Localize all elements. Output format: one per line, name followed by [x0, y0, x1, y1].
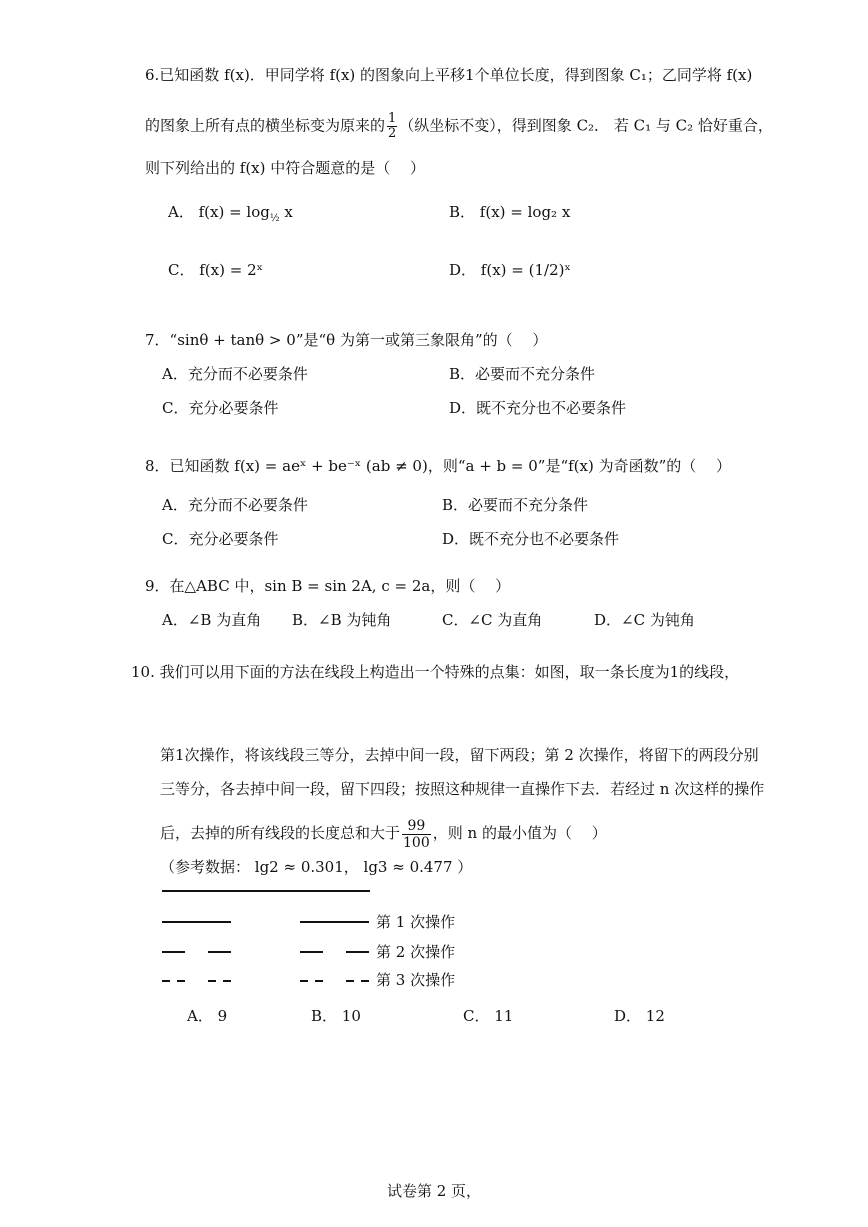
- segment-step2: [346, 951, 369, 953]
- q6-line2-a: 的图象上所有点的横坐标变为原来的: [145, 116, 386, 135]
- page-footer: 试卷第 2 页，: [386, 1182, 482, 1200]
- q10-option-a: A． 9: [187, 1007, 228, 1025]
- q6-line2: [145, 112, 773, 141]
- q6-option-b: B． f(x) = log₂ x: [449, 203, 571, 221]
- q6-option-c: C． f(x) = 2ˣ: [168, 261, 263, 279]
- q6-frac-num: 1: [388, 111, 397, 126]
- q7-option-a: A．充分而不必要条件: [162, 365, 308, 383]
- q9-option-a: A．∠B 为直角: [162, 611, 262, 629]
- q10-line1: 10. 我们可以用下面的方法在线段上构造出一个特殊的点集：如图，取一条长度为1的线段，: [131, 663, 740, 681]
- segment-step2: [300, 951, 323, 953]
- q9-option-c: C．∠C 为直角: [442, 611, 543, 629]
- segment-step1-left: [162, 921, 231, 923]
- q10-frac-num: 99: [402, 818, 431, 835]
- q8-option-d: D．既不充分也不必要条件: [442, 530, 620, 548]
- q10-reference-data: （参考数据： lg2 ≈ 0.301， lg3 ≈ 0.477 ）: [160, 858, 473, 876]
- segment-step3: [361, 980, 369, 982]
- q8-option-a: A．充分而不必要条件: [162, 496, 308, 514]
- q8-option-c: C．充分必要条件: [162, 530, 279, 548]
- q6-line3: 则下列给出的 f(x) 中符合题意的是（ ）: [145, 159, 426, 177]
- q6-option-a: [168, 202, 293, 229]
- q10-line4-b: ，则 n 的最小值为（ ）: [432, 824, 607, 842]
- q9-option-b: B．∠B 为钝角: [292, 611, 392, 629]
- step2-label: 第 2 次操作: [376, 943, 456, 961]
- q9-option-d: D．∠C 为钝角: [594, 611, 695, 629]
- q9-stem: 9．在△ABC 中，sin B = sin 2A, c = 2a，则（ ）: [145, 577, 511, 595]
- q8-stem: 8．已知函数 f(x) = aeˣ + be⁻ˣ (ab ≠ 0)，则“a + b = 0”是“f(x) 为奇函数”的（ ）: [145, 457, 732, 475]
- q7-stem: 7．“sinθ + tanθ > 0”是“θ 为第一或第三象限角”的（ ）: [145, 331, 548, 349]
- q8-option-b: B．必要而不充分条件: [442, 496, 589, 514]
- step1-label: 第 1 次操作: [376, 913, 456, 931]
- segment-step3: [162, 980, 170, 982]
- segment-step3: [300, 980, 308, 982]
- q10-line4: [160, 817, 607, 851]
- q6-line2-b: （纵坐标不变），得到图象 C₂． 若 C₁ 与 C₂ 恰好重合，: [399, 116, 773, 135]
- segment-step3: [346, 980, 354, 982]
- q10-line3: 三等分，各去掉中间一段，留下四段；按照这种规律一直操作下去．若经过 n 次这样的操作: [160, 780, 765, 798]
- segment-step3: [223, 980, 231, 982]
- q7-option-c: C．充分必要条件: [162, 399, 279, 417]
- segment-original: [162, 890, 370, 892]
- q6-option-d: D． f(x) = (1/2)ˣ: [449, 261, 571, 279]
- q6-fraction: [387, 112, 397, 141]
- q6-option-a-tail: x: [279, 203, 293, 221]
- q7-option-d: D．既不充分也不必要条件: [449, 399, 627, 417]
- q10-frac-den: 100: [403, 834, 430, 851]
- q10-option-d: D． 12: [614, 1007, 665, 1025]
- q6-line1: 6.已知函数 f(x)．甲同学将 f(x) 的图象向上平移1个单位长度，得到图象 C₁；乙同学将 f(x): [145, 66, 753, 84]
- q10-option-c: C． 11: [463, 1007, 514, 1025]
- q6-option-a-sub: ½: [269, 213, 280, 224]
- q10-line4-a: 后，去掉的所有线段的长度总和大于: [160, 824, 401, 842]
- q10-option-b: B． 10: [311, 1007, 361, 1025]
- segment-step2: [162, 951, 185, 953]
- segment-step2: [208, 951, 231, 953]
- q6-option-a-text: A． f(x) = log: [168, 203, 270, 221]
- q10-fraction: [402, 818, 431, 851]
- segment-step3: [177, 980, 185, 982]
- segment-step3: [315, 980, 323, 982]
- q10-line2: 第1次操作，将该线段三等分，去掉中间一段，留下两段；第 2 次操作，将留下的两段分别: [160, 746, 759, 764]
- segment-step3: [208, 980, 216, 982]
- segment-step1-right: [300, 921, 369, 923]
- step3-label: 第 3 次操作: [376, 971, 456, 989]
- q6-frac-den: 2: [388, 126, 397, 141]
- q7-option-b: B．必要而不充分条件: [449, 365, 596, 383]
